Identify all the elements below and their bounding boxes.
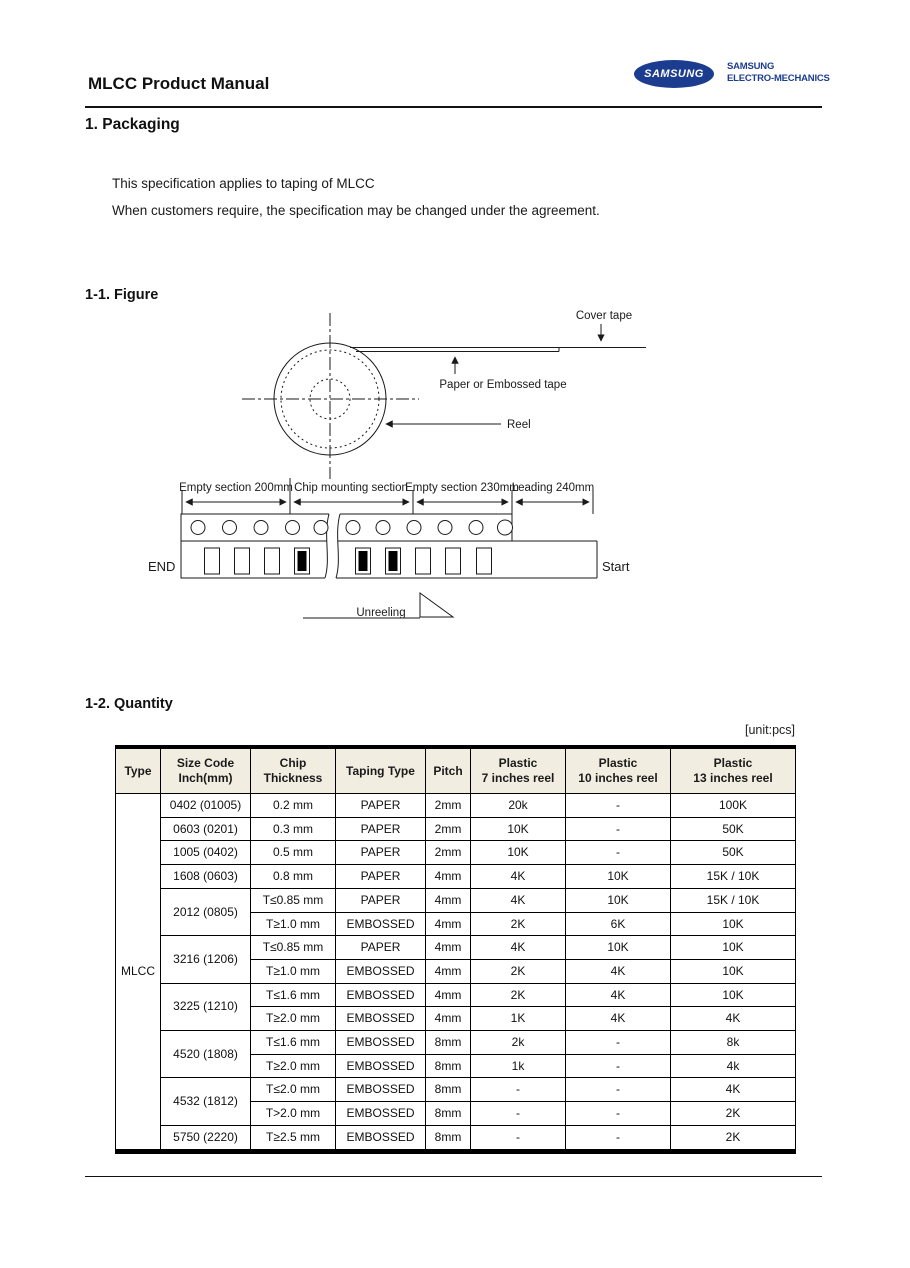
chip-pocket-empty — [205, 548, 220, 574]
table-row — [116, 794, 796, 818]
col-header-size — [161, 747, 251, 794]
cell-10inch: - — [566, 1054, 671, 1078]
cell-size: 0402 (01005) — [161, 794, 251, 818]
cell-7inch: 2k — [471, 1031, 566, 1055]
brand-line-2: ELECTRO-MECHANICS — [727, 73, 830, 84]
cell-taping: EMBOSSED — [336, 983, 426, 1007]
col-header-13inch-line2: 13 inches reel — [693, 771, 773, 785]
cell-10inch: 4K — [566, 1007, 671, 1031]
cell-taping: EMBOSSED — [336, 1031, 426, 1055]
cell-thickness: T≥1.0 mm — [251, 912, 336, 936]
table-row — [116, 817, 796, 841]
cell-13inch: 2K — [671, 1102, 796, 1126]
cell-7inch: 1k — [471, 1054, 566, 1078]
cell-7inch: 10K — [471, 841, 566, 865]
cell-7inch: 1K — [471, 1007, 566, 1031]
cell-pitch: 2mm — [426, 817, 471, 841]
sprocket-hole — [286, 521, 300, 535]
col-header-13inch — [671, 747, 796, 794]
cell-7inch: 2K — [471, 912, 566, 936]
cell-taping: EMBOSSED — [336, 1078, 426, 1102]
cell-7inch: 20k — [471, 794, 566, 818]
table-row — [116, 841, 796, 865]
cell-7inch: 4K — [471, 936, 566, 960]
col-header-7inch-line2: 7 inches reel — [481, 771, 555, 785]
cell-thickness: T≤1.6 mm — [251, 1031, 336, 1055]
cell-thickness: T≤1.6 mm — [251, 983, 336, 1007]
cell-taping: PAPER — [336, 865, 426, 889]
col-header-10inch-line1: Plastic — [598, 756, 638, 770]
cell-taping: PAPER — [336, 794, 426, 818]
cell-7inch: 2K — [471, 983, 566, 1007]
sprocket-hole — [469, 521, 483, 535]
spec-line-2: When customers require, the specification may be changed under the agreement. — [112, 203, 600, 218]
col-header-7inch-line1: Plastic — [498, 756, 538, 770]
table-row — [116, 936, 796, 960]
leading-label: Leading 240mm — [511, 482, 595, 494]
cell-10inch: - — [566, 794, 671, 818]
sprocket-hole — [438, 521, 452, 535]
figure-heading: 1-1. Figure — [85, 287, 159, 303]
col-header-size-line2: Inch(mm) — [178, 771, 233, 785]
samsung-logo-oval — [634, 60, 714, 88]
cell-10inch: - — [566, 817, 671, 841]
cell-13inch: 15K / 10K — [671, 865, 796, 889]
cell-taping: PAPER — [336, 888, 426, 912]
cell-13inch: 10K — [671, 959, 796, 983]
cell-10inch: - — [566, 1078, 671, 1102]
col-header-chip-line1: Chip — [279, 756, 307, 770]
end-label: END — [148, 559, 176, 574]
cell-taping: EMBOSSED — [336, 1007, 426, 1031]
cell-thickness: 0.5 mm — [251, 841, 336, 865]
table-row — [116, 865, 796, 889]
spec-line-1: This specification applies to taping of MLCC — [112, 176, 375, 191]
cell-pitch: 4mm — [426, 983, 471, 1007]
chip-pocket-empty — [235, 548, 250, 574]
cell-thickness: T≥2.0 mm — [251, 1054, 336, 1078]
col-header-size-line1: Size Code — [176, 756, 235, 770]
reel-label: Reel — [507, 419, 531, 431]
cover-tape-label: Cover tape — [575, 310, 633, 322]
cell-10inch: - — [566, 1125, 671, 1151]
cell-thickness: 0.2 mm — [251, 794, 336, 818]
col-header-10inch-line2: 10 inches reel — [578, 771, 658, 785]
cell-pitch: 4mm — [426, 936, 471, 960]
table-row — [116, 888, 796, 912]
unreeling-label: Unreeling — [356, 607, 406, 619]
cell-13inch: 4K — [671, 1007, 796, 1031]
col-header-chip — [251, 747, 336, 794]
table-row — [116, 1031, 796, 1055]
sprocket-hole — [314, 521, 328, 535]
cell-10inch: 10K — [566, 936, 671, 960]
cell-pitch: 8mm — [426, 1054, 471, 1078]
col-header-10inch — [566, 747, 671, 794]
brand-line-1: SAMSUNG — [727, 61, 775, 72]
cell-pitch: 8mm — [426, 1031, 471, 1055]
sprocket-hole — [407, 521, 421, 535]
quantity-table — [115, 745, 796, 1154]
cell-pitch: 4mm — [426, 888, 471, 912]
cell-13inch: 10K — [671, 936, 796, 960]
cell-thickness: T≤0.85 mm — [251, 936, 336, 960]
cell-10inch: 4K — [566, 983, 671, 1007]
cell-thickness: T≥1.0 mm — [251, 959, 336, 983]
tape-right-top-strip — [340, 514, 512, 541]
cell-10inch: 10K — [566, 888, 671, 912]
cell-taping: EMBOSSED — [336, 959, 426, 983]
cell-thickness: T≥2.5 mm — [251, 1125, 336, 1151]
paper-embossed-label: Paper or Embossed tape — [439, 379, 567, 391]
footer-divider — [85, 1176, 822, 1177]
table-row — [116, 1078, 796, 1102]
sprocket-hole — [223, 521, 237, 535]
col-header-pitch: Pitch — [426, 747, 471, 794]
table-row — [116, 983, 796, 1007]
cell-taping: PAPER — [336, 817, 426, 841]
cell-size: 3216 (1206) — [161, 936, 251, 983]
unreeling-flag — [420, 593, 453, 617]
table-row — [116, 1125, 796, 1151]
cell-10inch: - — [566, 1031, 671, 1055]
cell-size: 2012 (0805) — [161, 888, 251, 935]
cell-10inch: - — [566, 841, 671, 865]
cell-pitch: 4mm — [426, 912, 471, 936]
cell-pitch: 8mm — [426, 1078, 471, 1102]
cell-taping: PAPER — [336, 841, 426, 865]
cell-13inch: 4k — [671, 1054, 796, 1078]
cell-13inch: 100K — [671, 794, 796, 818]
chip-mounting-label: Chip mounting section — [294, 482, 408, 494]
cell-7inch: 10K — [471, 817, 566, 841]
cell-pitch: 4mm — [426, 1007, 471, 1031]
cell-7inch: - — [471, 1125, 566, 1151]
cell-10inch: 10K — [566, 865, 671, 889]
cell-pitch: 8mm — [426, 1102, 471, 1126]
col-header-taping: Taping Type — [336, 747, 426, 794]
cell-10inch: - — [566, 1102, 671, 1126]
empty-section-left-label: Empty section 200mm — [179, 482, 293, 494]
chip-pocket-filled — [386, 548, 401, 574]
chip-pocket-empty — [477, 548, 492, 574]
cell-13inch: 2K — [671, 1125, 796, 1151]
cell-13inch: 10K — [671, 912, 796, 936]
unit-note: [unit:pcs] — [744, 723, 795, 737]
cell-7inch: - — [471, 1078, 566, 1102]
cell-taping: EMBOSSED — [336, 912, 426, 936]
cell-10inch: 6K — [566, 912, 671, 936]
cell-pitch: 4mm — [426, 865, 471, 889]
start-label: Start — [602, 559, 630, 574]
chip-pocket-filled — [356, 548, 371, 574]
cell-taping: EMBOSSED — [336, 1102, 426, 1126]
cell-taping: EMBOSSED — [336, 1125, 426, 1151]
tape-tear-right-edge — [336, 514, 340, 578]
empty-section-right-label: Empty section 230mm — [405, 482, 519, 494]
chip-pocket-empty — [265, 548, 280, 574]
cell-type: MLCC — [116, 794, 161, 1152]
cell-13inch: 15K / 10K — [671, 888, 796, 912]
cell-thickness: T≤0.85 mm — [251, 888, 336, 912]
cell-thickness: T≤2.0 mm — [251, 1078, 336, 1102]
col-header-7inch — [471, 747, 566, 794]
cell-7inch: - — [471, 1102, 566, 1126]
page-title: MLCC Product Manual — [88, 74, 270, 93]
cell-pitch: 2mm — [426, 794, 471, 818]
cell-thickness: T>2.0 mm — [251, 1102, 336, 1126]
quantity-table-wrapper — [115, 745, 795, 1154]
cell-thickness: 0.8 mm — [251, 865, 336, 889]
col-header-13inch-line1: Plastic — [713, 756, 753, 770]
cell-size: 0603 (0201) — [161, 817, 251, 841]
cell-13inch: 8k — [671, 1031, 796, 1055]
chip-pocket-empty — [416, 548, 431, 574]
cell-7inch: 2K — [471, 959, 566, 983]
cell-size: 3225 (1210) — [161, 983, 251, 1030]
cell-7inch: 4K — [471, 888, 566, 912]
chip-pocket-empty — [446, 548, 461, 574]
col-header-chip-line2: Thickness — [263, 771, 323, 785]
cell-thickness: 0.3 mm — [251, 817, 336, 841]
cell-pitch: 8mm — [426, 1125, 471, 1151]
brand-wordmark — [727, 61, 830, 85]
cell-10inch: 4K — [566, 959, 671, 983]
packaging-figure — [80, 300, 780, 635]
cell-7inch: 4K — [471, 865, 566, 889]
cell-size: 5750 (2220) — [161, 1125, 251, 1151]
col-header-type: Type — [116, 747, 161, 794]
samsung-logo-text: SAMSUNG — [644, 68, 704, 80]
cell-13inch: 10K — [671, 983, 796, 1007]
sprocket-hole — [191, 521, 205, 535]
cell-13inch: 50K — [671, 817, 796, 841]
table-header-row — [116, 747, 796, 794]
sprocket-hole — [254, 521, 268, 535]
sprocket-hole — [346, 521, 360, 535]
cell-size: 4532 (1812) — [161, 1078, 251, 1125]
section-packaging-heading: 1. Packaging — [85, 116, 180, 133]
cell-thickness: T≥2.0 mm — [251, 1007, 336, 1031]
cell-pitch: 2mm — [426, 841, 471, 865]
sprocket-hole — [498, 520, 513, 535]
cell-taping: PAPER — [336, 936, 426, 960]
header-divider — [85, 106, 822, 108]
cell-pitch: 4mm — [426, 959, 471, 983]
cell-13inch: 4K — [671, 1078, 796, 1102]
chip-pocket-filled — [295, 548, 310, 574]
cell-size: 1608 (0603) — [161, 865, 251, 889]
cell-size: 4520 (1808) — [161, 1031, 251, 1078]
sprocket-hole — [376, 521, 390, 535]
quantity-heading: 1-2. Quantity — [85, 696, 173, 712]
cell-13inch: 50K — [671, 841, 796, 865]
cell-taping: EMBOSSED — [336, 1054, 426, 1078]
cell-size: 1005 (0402) — [161, 841, 251, 865]
